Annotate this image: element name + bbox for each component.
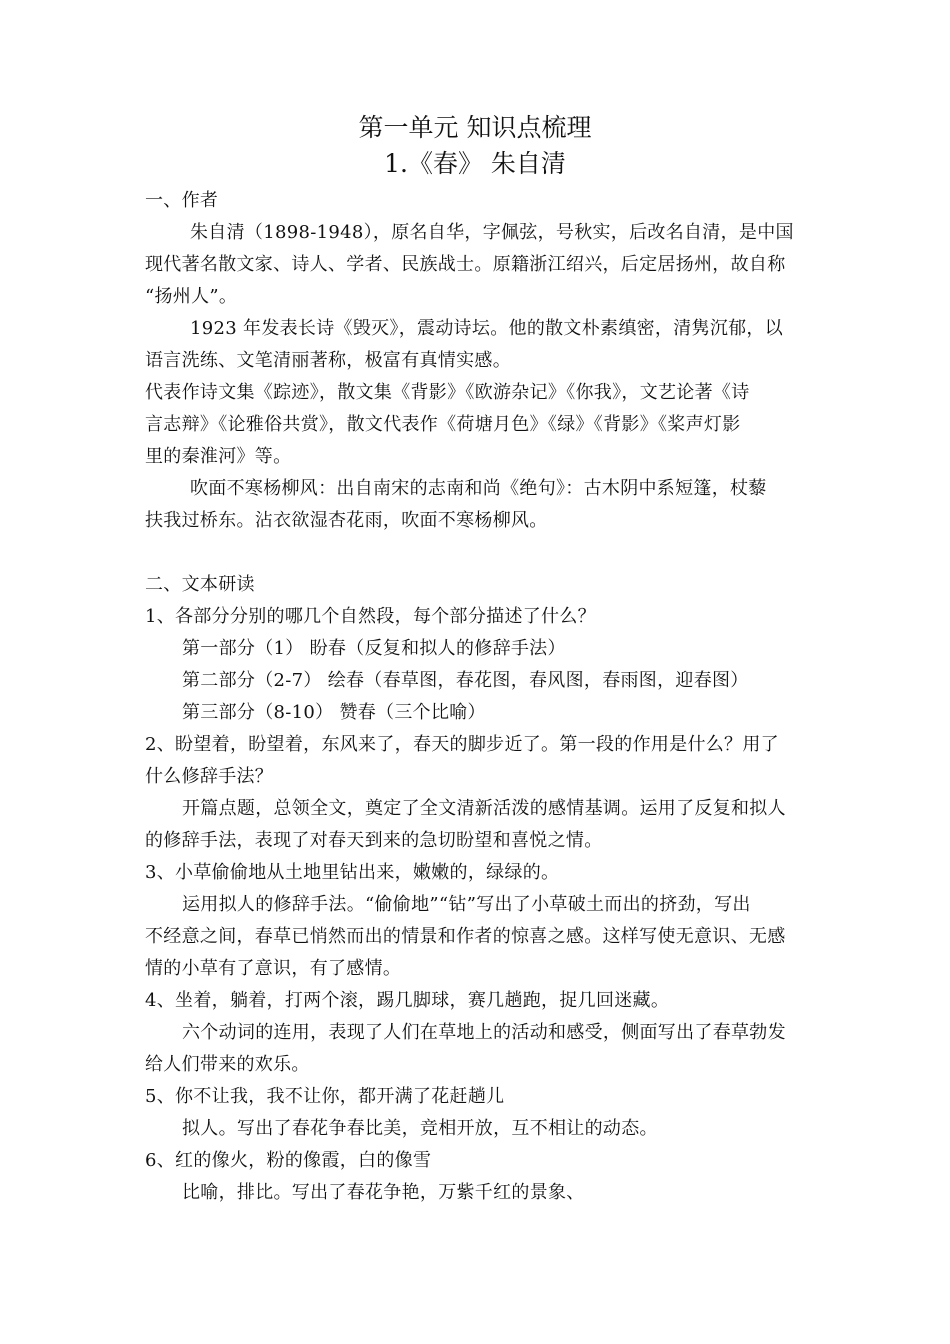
section-heading-author: 一、作者 bbox=[145, 190, 219, 211]
answer-line: 拟人。写出了春花争春比美，竞相开放，互不相让的动态。 bbox=[182, 1118, 658, 1139]
part-line: 第一部分（1） 盼春（反复和拟人的修辞手法） bbox=[182, 638, 566, 659]
paragraph-line: 现代著名散文家、诗人、学者、民族战士。原籍浙江绍兴，后定居扬州，故自称 bbox=[145, 254, 786, 275]
answer-line: 比喻，排比。写出了春花争艳，万紫千红的景象、 bbox=[182, 1182, 585, 1203]
paragraph-line: 1923 年发表长诗《毁灭》，震动诗坛。他的散文朴素缜密，清隽沉郁，以 bbox=[190, 318, 784, 339]
part-line: 第二部分（2-7） 绘春（春草图，春花图，春风图，春雨图，迎春图） bbox=[182, 670, 749, 691]
paragraph-line: 朱自清（1898-1948），原名自华，字佩弦，号秋实，后改名自清，是中国 bbox=[190, 222, 794, 243]
paragraph-line: 吹面不寒杨柳风：出自南宋的志南和尚《绝句》：古木阴中系短篷，杖藜 bbox=[190, 478, 767, 499]
paragraph-line: 言志辩》《论雅俗共赏》，散文代表作《荷塘月色》《绿》《背影》《桨声灯影 bbox=[145, 414, 741, 435]
paragraph-line: 语言洗练、文笔清丽著称，极富有真情实感。 bbox=[145, 350, 511, 371]
answer-line: 开篇点题，总领全文，奠定了全文清新活泼的感情基调。运用了反复和拟人 bbox=[182, 798, 786, 819]
question-2-cont: 什么修辞手法？ bbox=[145, 766, 274, 787]
paragraph-line: 里的秦淮河》等。 bbox=[145, 446, 292, 467]
question-1: 1、各部分分别的哪几个自然段，每个部分描述了什么？ bbox=[145, 606, 596, 627]
answer-line: 运用拟人的修辞手法。“偷偷地”“钻”写出了小草破土而出的挤劲，写出 bbox=[182, 894, 751, 915]
question-6: 6、红的像火，粉的像霞，白的像雪 bbox=[145, 1150, 432, 1171]
answer-line: 情的小草有了意识，有了感情。 bbox=[145, 958, 402, 979]
lesson-title: 1.《春》 朱自清 bbox=[384, 149, 566, 178]
part-line: 第三部分（8-10） 赞春（三个比喻） bbox=[182, 702, 486, 723]
question-4: 4、坐着，躺着，打两个滚，踢几脚球，赛几趟跑，捉几回迷藏。 bbox=[145, 990, 670, 1011]
question-3: 3、小草偷偷地从土地里钻出来，嫩嫩的，绿绿的。 bbox=[145, 862, 560, 883]
section-heading-text-study: 二、文本研读 bbox=[145, 574, 255, 595]
answer-line: 六个动词的连用，表现了人们在草地上的活动和感受，侧面写出了春草勃发 bbox=[182, 1022, 786, 1043]
paragraph-line: “扬州人”。 bbox=[145, 286, 238, 307]
page-title: 第一单元 知识点梳理 bbox=[358, 113, 592, 142]
answer-line: 不经意之间，春草已悄然而出的情景和作者的惊喜之感。这样写使无意识、无感 bbox=[145, 926, 786, 947]
question-2: 2、盼望着，盼望着，东风来了，春天的脚步近了。第一段的作用是什么？用了 bbox=[145, 734, 779, 755]
paragraph-line: 代表作诗文集《踪迹》，散文集《背影》《欧游杂记》《你我》，文艺论著《诗 bbox=[145, 382, 750, 403]
answer-line: 的修辞手法，表现了对春天到来的急切盼望和喜悦之情。 bbox=[145, 830, 603, 851]
answer-line: 给人们带来的欢乐。 bbox=[145, 1054, 310, 1075]
paragraph-line: 扶我过桥东。沾衣欲湿杏花雨，吹面不寒杨柳风。 bbox=[145, 510, 548, 531]
question-5: 5、你不让我，我不让你，都开满了花赶趟儿 bbox=[145, 1086, 505, 1107]
